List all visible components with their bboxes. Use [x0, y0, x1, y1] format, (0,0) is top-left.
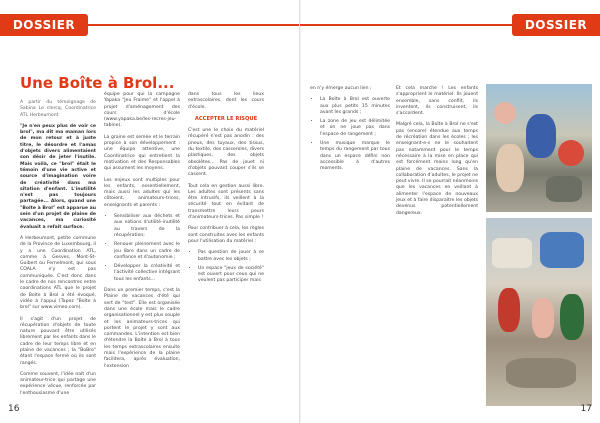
rules-list-continued [310, 97, 390, 172]
paragraph: Tout cela en gestion aussi libre. Les adultes sont présents sans être intrusifs, ils veillent à la sécurité tout en évitant de transmettre leurs peurs d'animateurs-trices. Pas simple ! [188, 183, 264, 221]
photo-children-playing-with-objects [486, 218, 592, 406]
header-rule [300, 24, 512, 26]
rules-list [188, 250, 264, 284]
paragraph: Et cela marche ! Les enfants s'approprient le matériel. Ils jouent ensemble, sans conflit, ils inventent, ils construisent, ils s'accordent. [396, 86, 478, 117]
page-number-left: 16 [8, 404, 20, 414]
paragraph: en n'y émerge aucun lien ; [310, 86, 372, 91]
paragraph: C'est une le choix du matériel récupéré n'est pas anodin : des pneus, des tuyaux, des tissus, du textile, des casseroles, divers plastiques, des objets obsolètes… Pas de jouet ni d'objets pouvant couper s'ils se cassent. [188, 128, 264, 178]
column-5 [396, 86, 478, 222]
section-tab-left: DOSSIER [0, 14, 88, 36]
paragraph: Pour contribuer à cela, les règles sont construites avec les enfants pour l'utilisation du matériel : [188, 226, 264, 244]
list-item: • La Boîte à Brol est ouverte aux plus petits 15 minutes avant les grands ; [320, 97, 390, 116]
column-1 [20, 100, 96, 402]
right-page [300, 0, 600, 423]
paragraph: A Herbeumont, petite commune de la Province de Luxembourg, il y a une Coordination ATL, comme à Gesves, Mont-St-Guibert ou Fernelmont, qui sous COALA n'y est pas communiquée. C'est donc dans le cadre de nos rencontres entre coordinations ATL que le projet de Boîte à Brol a été évoqué, vidéo à l'appui (Tapez "Boîte à brol" sur www.vimeo.com). [20, 235, 96, 311]
list-item: • Renouer pleinement avec le jeu libre dans un cadre de confiance et d'autonomie ; [114, 242, 180, 261]
section-heading: ACCEPTER LE RISQUE [194, 115, 258, 122]
column-4 [310, 86, 390, 178]
header-rule [88, 24, 300, 26]
paragraph: équipe pour qui la campagne Yapaka "Jeu Fraime" et l'appel à projet d'aménagement des cours d'école (www.yapaka.be/les-recres-jeu-tabine). [104, 92, 180, 129]
page-number-right: 17 [580, 404, 592, 414]
column-2 [104, 92, 180, 375]
intro-paragraph: "Je n'en peux plus de voir ce brol", ma dit ma maman lors de mon retour et à juste titre, le désordre et l'amas d'objets divers alimentaient son désir de jeter l'inutile. Mais voilà, ce "brol" était le témoin d'une vie active et source d'imagination voire de créativité dans ma sitation d'enfant. L'inutilité n'est pas toujours partagée... Alors, quand une "Boîte à Brol" est apparue au sein d'un projet de plaine de vacances, ma curiosité évaluait a refait surface. [20, 123, 96, 230]
paragraph: Il s'agit d'un projet de récupération d'objets de toute nature pouvant être utilisés librement par les enfants dans le cadre de leur temps libre et en plaine de vacances ; la "BoBro" étant l'espace fermé où ils sont rangés. [20, 316, 96, 366]
section-tab-right: DOSSIER [512, 14, 600, 36]
paragraph: Comme souvent, l'idée naît d'un animateur-trice qui partage une expérience vécue, renforcée par l'enthousiasme d'une [20, 371, 96, 396]
list-item: • Une musique marque le temps du rangement par tous dans un espace défini non accessible à d'autres moments. [320, 141, 390, 172]
paragraph: La graine est semée et le terrain propice à son développement : une équipe attentive, une Coordinatrice qui entretient la motivation et des Responsables qui assument les moyens. [104, 134, 180, 172]
photo-children-with-balloon [486, 84, 592, 212]
list-item: • Un espace "jeux de société" est ouvert pour ceux qui ne veulent pas participer mais [198, 266, 264, 285]
column-3 [188, 92, 264, 290]
paragraph: Malgré cela, la Boîte à Brol ne s'est pas (encore) étendue aux temps de récréation dans les écoles ; les enseignant-e-s ne le souhaitent pas notamment pour le temps nécessaire à la mise en place qui est forcément moins long qu'en plaine de vacances. Sans la collaboration d'adultes, le projet ne peut vivre. Il se pourrait néanmoins que les vacances en veillant à alimenter l'espace de nouveaux jeux et à faire disparaître les objets devenus potentiellement dangereux. [396, 122, 478, 216]
list-item: • Sensibiliser aux déchets et aux notions d'utilité-inutilité au travers de la récupération; [114, 214, 180, 239]
goals-list [104, 214, 180, 283]
byline: A partir du témoignage de Sabina Le clercq, Coordinatrice ATL Herbeumont [20, 100, 96, 118]
list-item: • Pas question de jouer à se battre avec les objets ; [198, 250, 264, 263]
article-title: Une Boîte à Brol... [20, 74, 175, 92]
paragraph: Les enjeux sont multiples pour les enfants, essentiellement, mais aussi les adultes qui les côtoient, animateurs-trices, enseignants et parents : [104, 177, 180, 208]
list-item: • La zone de jeu est délimitée et on ne joue pas dans l'espace de rangement ; [320, 119, 390, 138]
paragraph: dans tous les lieux extrascolaires, dont les cours d'école. [188, 92, 264, 110]
list-item: • Développer la créativité et l'activité collective intégrant tous les enfants… [114, 264, 180, 283]
paragraph: Dans un premier temps, c'est la Plaine de vacances d'été qui sert de "test". Elle est organisée dans une école mais le cadre organisationnel y est plus souple et les animateurs-trices qui portent le projet y sont aux commandes. L'intention est bien d'étendre la Boîte à Brol à tous les temps extrascolaires ensuite mais l'expérience de la plaine facilitera, après évaluation, l'extension [104, 288, 180, 369]
